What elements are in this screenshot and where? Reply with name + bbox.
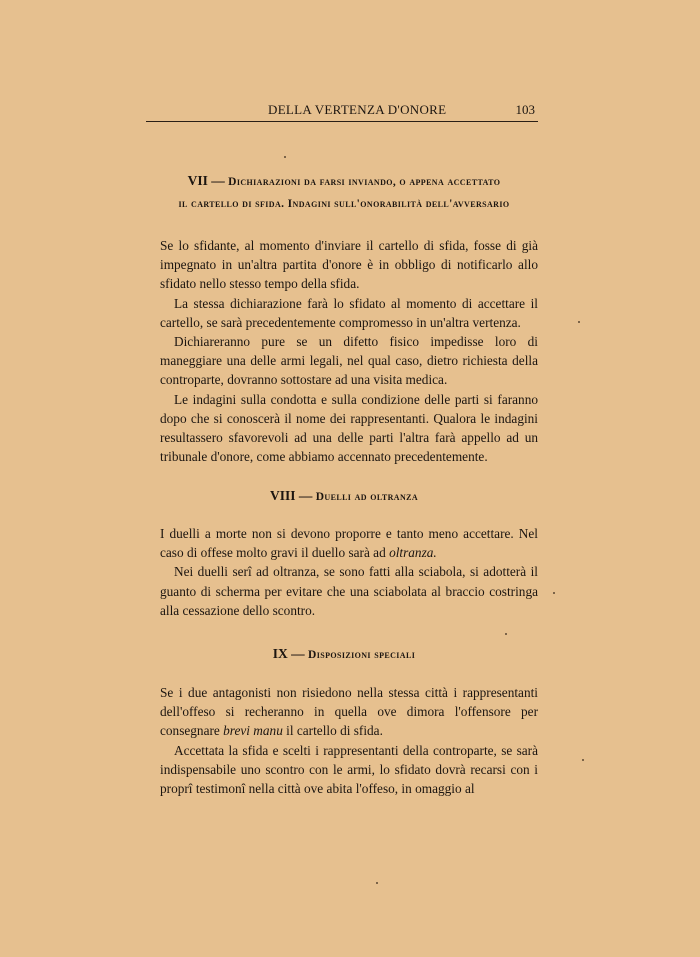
page-number: 103 xyxy=(515,102,535,117)
section-ix-paragraph-1-italic: brevi manu xyxy=(223,723,283,739)
page-speck xyxy=(578,321,580,323)
section-ix-dash: — xyxy=(291,646,305,661)
page-speck xyxy=(582,759,584,761)
section-viii-paragraph-1-text: I duelli a morte non si devono proporre e tanto meno accettare. Nel caso di offese molto gravi il duello sarà ad xyxy=(160,526,538,561)
section-vii-heading xyxy=(150,170,538,215)
page-speck xyxy=(376,882,378,884)
section-vii-title-line1: Dichiarazioni da farsi inviando, o appena accettato xyxy=(228,176,501,188)
section-ix-paragraph-1 xyxy=(160,683,538,741)
section-vii-paragraph-3: Dichiareranno pure se un difetto fisico impedisse loro di maneggiare una delle armi legali, nel qual caso, dietro richiesta della controparte, dovranno sottostare ad una visita medica. xyxy=(160,334,538,388)
section-ix-paragraph-2: Accettata la sfida e scelti i rappresentanti della controparte, se sarà indispensabile uno scontro con le armi, lo sfidato dovrà recarsi con i proprî testimonî nella città ove abita l'offeso, in omaggio al xyxy=(160,742,538,797)
section-ix-paragraph-1-text-b: il cartello di sfida. xyxy=(282,723,383,739)
header-rule xyxy=(146,121,538,122)
section-ix-number: IX xyxy=(272,646,288,661)
section-viii-number: VIII xyxy=(269,488,296,503)
section-viii-dash: — xyxy=(298,488,313,503)
section-vii-dash: — xyxy=(211,173,225,188)
section-viii-heading xyxy=(150,485,538,508)
page-speck xyxy=(553,592,555,594)
page-speck xyxy=(284,156,286,158)
section-vii-paragraph-4: Le indagini sulla condotta e sulla condizione delle parti si faranno dopo che si conoscerà il nome dei rappresentanti. Qualora le indagini resultassero sfavorevoli ad una delle parti l'altra farà appello ad un tribunale d'onore, come abbiamo accennato precedentemente. xyxy=(160,391,538,465)
section-ix-body xyxy=(160,683,538,798)
section-vii-paragraph-2: La stessa dichiarazione farà lo sfidato al momento di accettare il cartello, se sarà precedentemente compromesso in un'altra vertenza. xyxy=(160,295,538,330)
section-vii-paragraph-1: Se lo sfidante, al momento d'inviare il cartello di sfida, fosse di già impegnato in un'altra partita d'onore è in obbligo di notificarlo allo sfidato nello stesso tempo della sfida. xyxy=(160,238,538,292)
section-vii-body xyxy=(160,236,538,466)
section-vii-number: VII xyxy=(187,173,208,188)
section-vii-title-line2: il cartello di sfida. Indagini sull'onorabilità dell'avversario xyxy=(178,198,510,210)
section-viii-paragraph-1-italic: oltranza. xyxy=(389,545,437,561)
running-head xyxy=(150,102,537,120)
section-viii-body xyxy=(160,524,538,620)
section-viii-paragraph-2: Nei duelli serî ad oltranza, se sono fatti alla sciabola, si adotterà il guanto di scherma per evitare che una sciabolata al braccio costringa alla cessazione dello scontro. xyxy=(160,564,538,618)
section-viii-paragraph-1 xyxy=(160,524,538,562)
section-ix-heading xyxy=(150,643,538,666)
section-ix-title: Disposizioni speciali xyxy=(308,649,416,661)
section-ix-paragraph-1-text-a: Se i due antagonisti non risiedono nella stessa città i rappresentanti dell'offeso si recheranno in quella ove dimora l'offensore per consegnare xyxy=(160,685,538,739)
running-title: DELLA VERTENZA D'ONORE xyxy=(268,102,447,117)
section-viii-title: Duelli ad oltranza xyxy=(315,491,419,503)
page-speck xyxy=(505,633,507,635)
section-vii-heading-line1 xyxy=(150,170,538,193)
